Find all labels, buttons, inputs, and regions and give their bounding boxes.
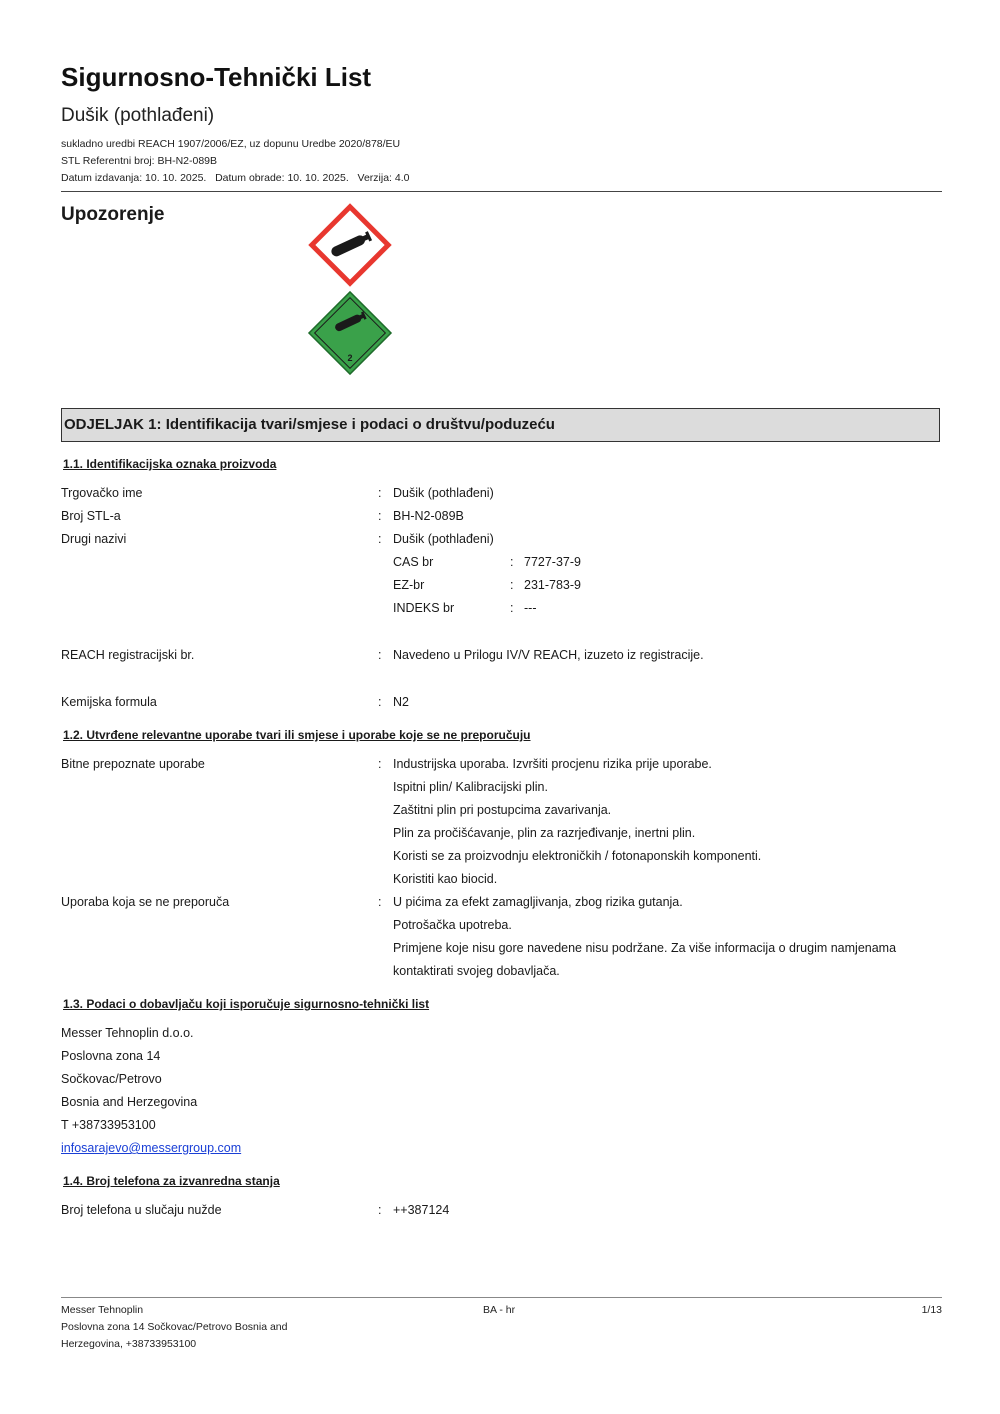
supplier-phone: T +38733953100 xyxy=(61,1118,156,1132)
section-1-title: ODJELJAK 1: Identifikacija tvari/smjese i podaci o društvu/poduzeću xyxy=(64,416,555,433)
supplier-country: Bosnia and Herzegovina xyxy=(61,1095,198,1109)
formula-value: N2 xyxy=(393,695,409,709)
supplier-email-link[interactable]: infosarajevo@messergroup.com xyxy=(61,1141,242,1155)
colon: : xyxy=(510,578,514,592)
list-item: Primjene koje nisu gore navedene nisu podržane. Za više informacija o drugim namjenama xyxy=(393,941,897,955)
trade-name-value: Dušik (pothlađeni) xyxy=(393,486,494,500)
sds-number-value: BH-N2-089B xyxy=(393,509,464,523)
supplier-city: Sočkovac/Petrovo xyxy=(61,1072,162,1086)
list-item: Potrošačka upotreba. xyxy=(393,918,512,932)
colon: : xyxy=(378,695,382,709)
footer-address-line2: Herzegovina, +38733953100 xyxy=(61,1338,197,1350)
index-label: INDEKS br xyxy=(393,601,455,615)
footer-company: Messer Tehnoplin xyxy=(61,1304,144,1316)
subsection-1-4-heading: 1.4. Broj telefona za izvanredna stanja xyxy=(63,1174,280,1188)
subsection-1-3-heading: 1.3. Podaci o dobavljaču koji isporučuje sigurnosno-tehnički list xyxy=(63,997,430,1011)
adr-class-2-nonflammable-gas-icon xyxy=(307,290,393,376)
colon: : xyxy=(510,555,514,569)
list-item: Koristiti kao biocid. xyxy=(393,872,498,886)
subsection-1-2-heading: 1.2. Utvrđene relevantne uporabe tvari ili smjese i uporabe koje se ne preporučuju xyxy=(63,728,531,742)
index-value: --- xyxy=(524,601,537,615)
list-item: Plin za pročišćavanje, plin za razrjeđivanje, inertni plin. xyxy=(393,826,696,840)
list-item: Zaštitni plin pri postupcima zavarivanja. xyxy=(393,803,612,817)
signal-word: Upozorenje xyxy=(61,204,165,225)
sds-number-label: Broj STL-a xyxy=(61,509,121,523)
list-item: kontaktirati svojeg dobavljača. xyxy=(393,964,560,978)
regulation-note: sukladno uredbi REACH 1907/2006/EZ, uz dopunu Uredbe 2020/878/EU xyxy=(61,138,401,150)
footer-address-line1: Poslovna zona 14 Sočkovac/Petrovo Bosnia and xyxy=(61,1321,288,1333)
list-item: U pićima za efekt zamagljivanja, zbog rizika gutanja. xyxy=(393,895,683,909)
list-item: Industrijska uporaba. Izvršiti procjenu rizika prije uporabe. xyxy=(393,757,712,771)
supplier-street: Poslovna zona 14 xyxy=(61,1049,161,1063)
trade-name-label: Trgovačko ime xyxy=(61,486,143,500)
other-names-label: Drugi nazivi xyxy=(61,532,127,546)
colon: : xyxy=(378,895,382,909)
reach-label: REACH registracijski br. xyxy=(61,648,195,662)
document-title: Sigurnosno-Tehnički List xyxy=(61,62,372,92)
cas-label: CAS br xyxy=(393,555,434,569)
document-dates: Datum izdavanja: 10. 10. 2025. Datum obrade: 10. 10. 2025. Verzija: 4.0 xyxy=(61,172,410,184)
emergency-phone-value: ++387124 xyxy=(393,1203,450,1217)
footer-language: BA - hr xyxy=(483,1304,516,1316)
section-1-header xyxy=(61,408,940,442)
emergency-phone-label: Broj telefona u slučaju nužde xyxy=(61,1203,222,1217)
ec-value: 231-783-9 xyxy=(524,578,581,592)
footer-divider xyxy=(61,1297,942,1298)
reach-value: Navedeno u Prilogu IV/V REACH, izuzeto iz registracije. xyxy=(393,648,704,662)
identified-uses-label: Bitne prepoznate uporabe xyxy=(61,757,205,771)
colon: : xyxy=(378,757,382,771)
colon: : xyxy=(378,648,382,662)
list-item: Ispitni plin/ Kalibracijski plin. xyxy=(393,780,548,794)
transport-class-number: 2 xyxy=(347,353,353,363)
supplier-company: Messer Tehnoplin d.o.o. xyxy=(61,1026,194,1040)
page-number: 1/13 xyxy=(921,1304,942,1316)
ec-label: EZ-br xyxy=(393,578,425,592)
sds-page xyxy=(61,0,942,1414)
colon: : xyxy=(378,532,382,546)
cas-value: 7727-37-9 xyxy=(524,555,581,569)
reference-number: STL Referentni broj: BH-N2-089B xyxy=(61,155,218,167)
other-names-value: Dušik (pothlađeni) xyxy=(393,532,494,546)
subsection-1-1-heading: 1.1. Identifikacijska oznaka proizvoda xyxy=(63,457,277,471)
formula-label: Kemijska formula xyxy=(61,695,157,709)
colon: : xyxy=(378,1203,382,1217)
colon: : xyxy=(510,601,514,615)
colon: : xyxy=(378,509,382,523)
ghs04-gas-cylinder-icon xyxy=(307,202,393,288)
uses-advised-against-label: Uporaba koja se ne preporuča xyxy=(61,895,230,909)
colon: : xyxy=(378,486,382,500)
header-divider xyxy=(61,191,942,192)
product-subtitle: Dušik (pothlađeni) xyxy=(61,105,215,126)
list-item: Koristi se za proizvodnju elektroničkih / fotonaponskih komponenti. xyxy=(393,849,762,863)
